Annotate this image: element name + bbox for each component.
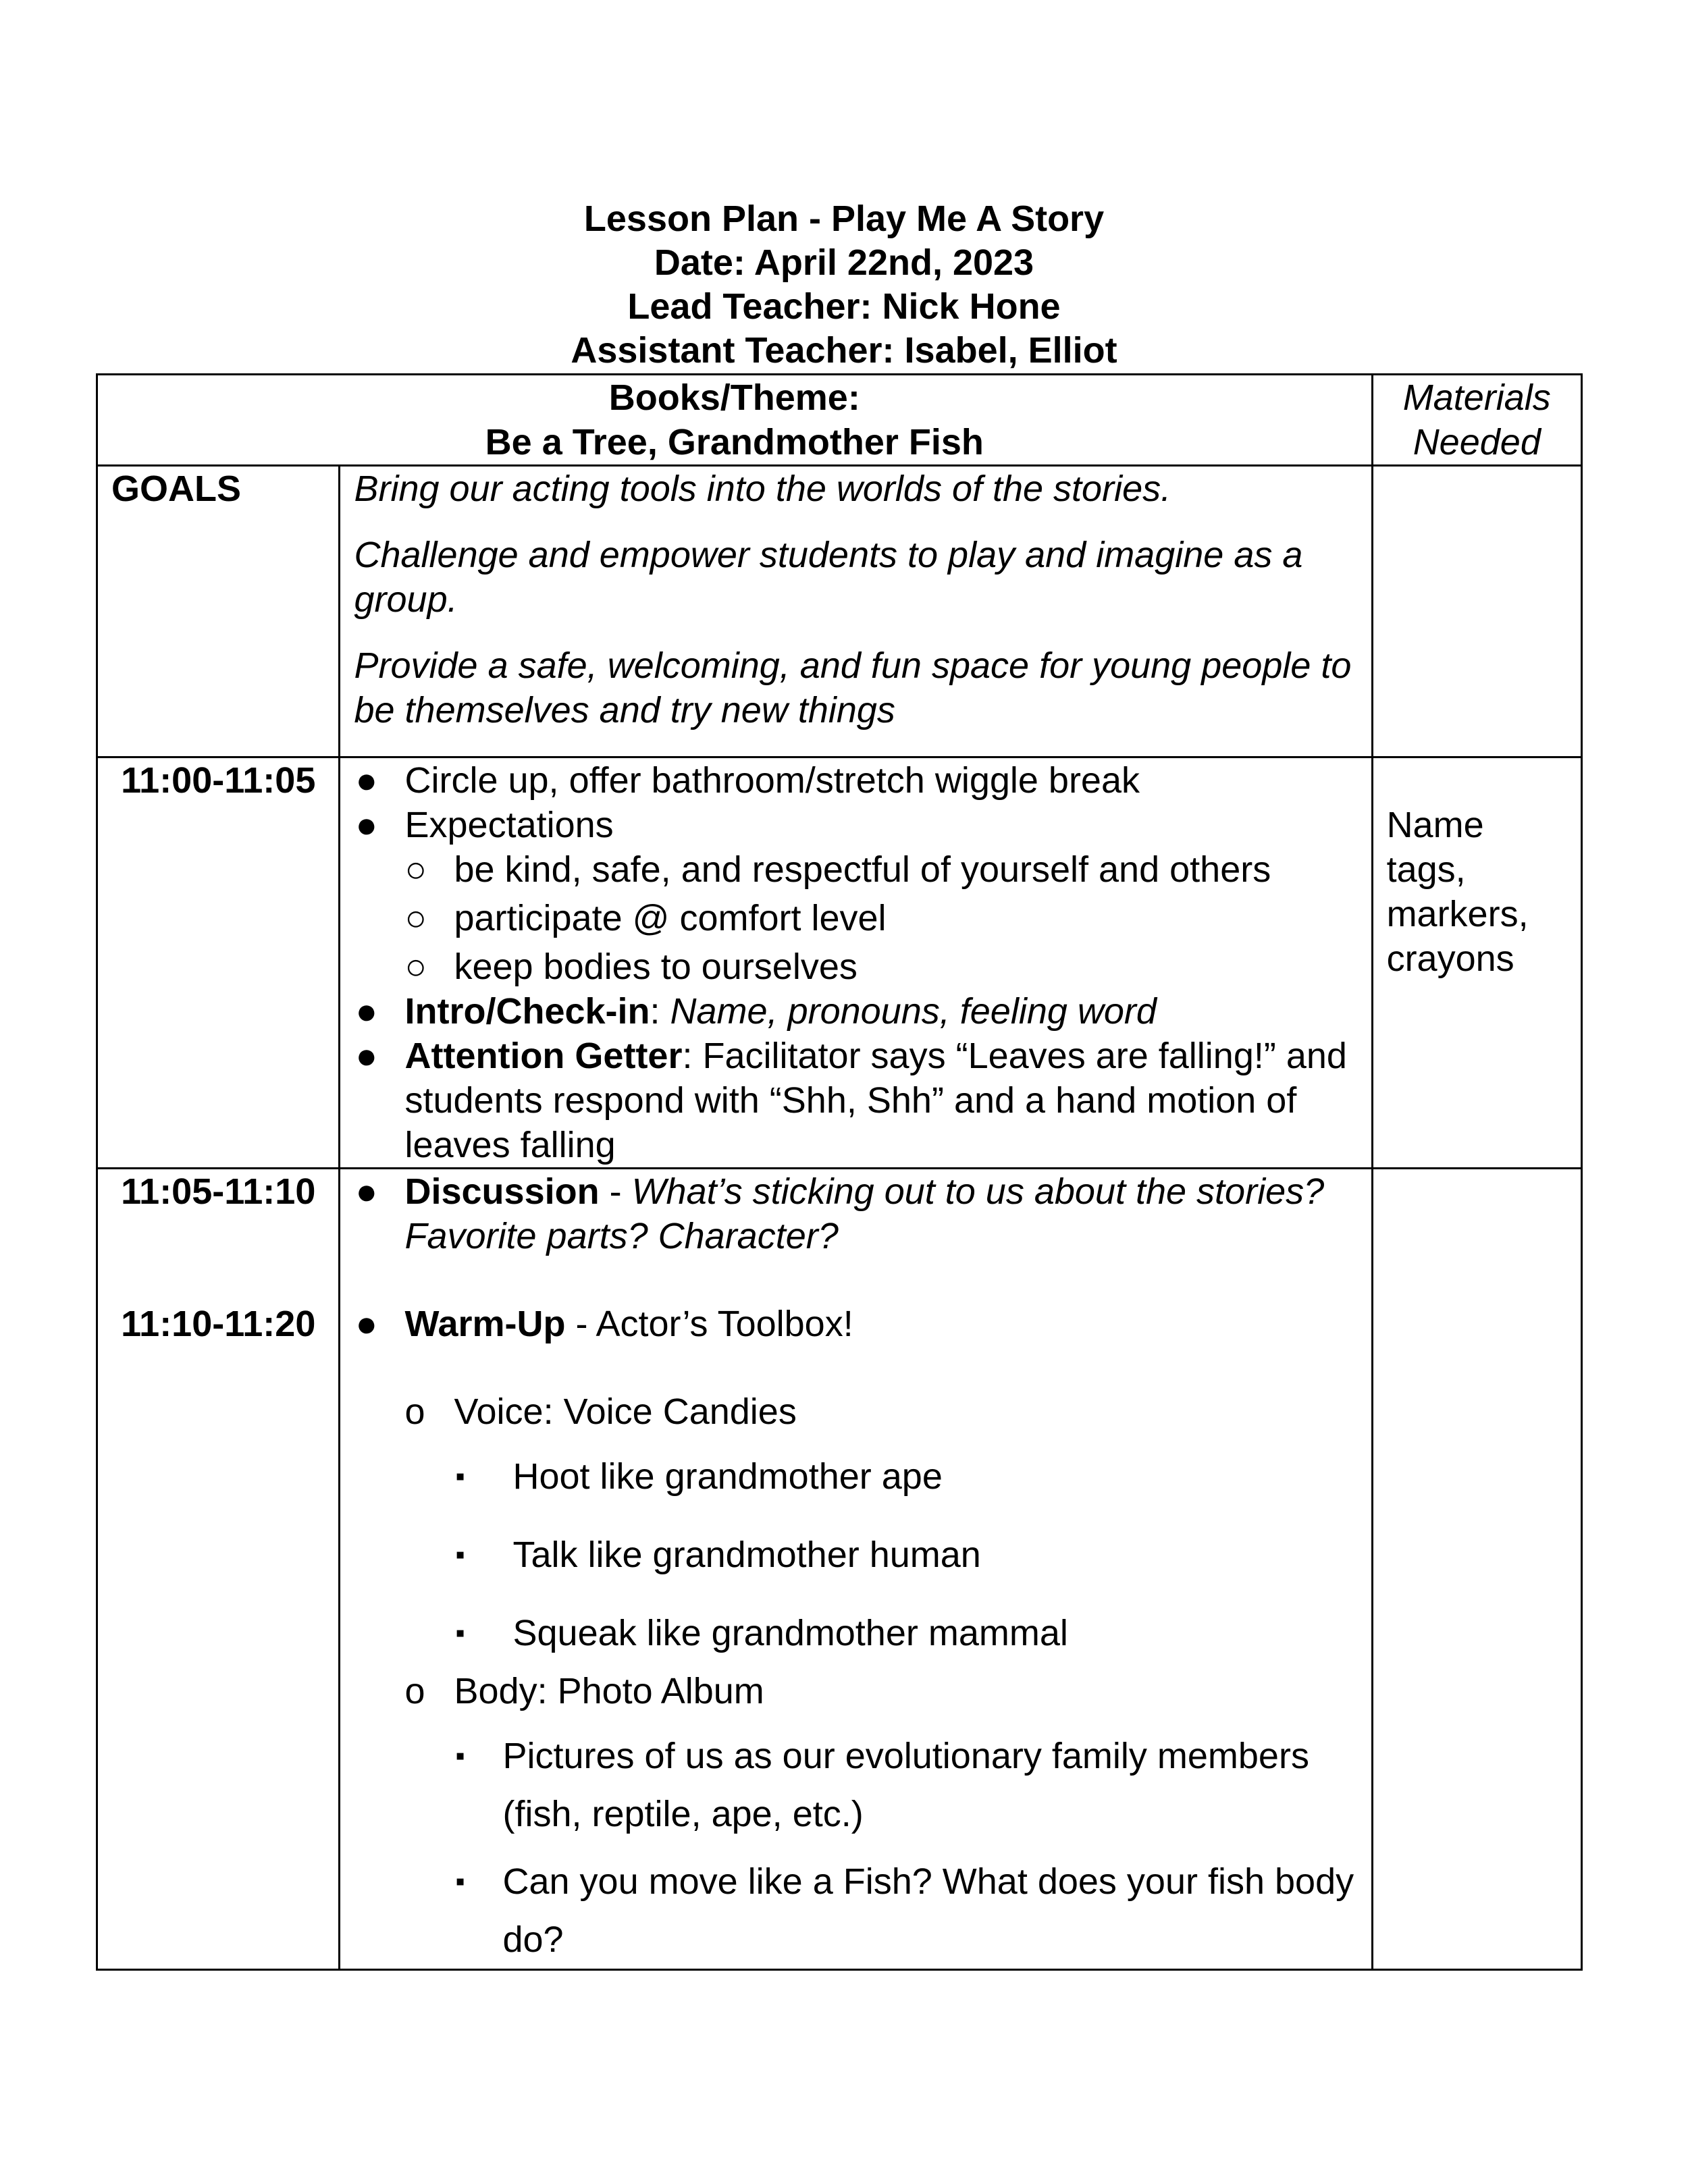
- lead-teacher: Lead Teacher: Nick Hone: [627, 286, 1061, 327]
- goal-item: Challenge and empower students to play and imagine as a group.: [354, 535, 1303, 620]
- block1-row: [97, 757, 1582, 1169]
- list-item: [340, 1611, 1371, 1655]
- item-label: Intro/Check-in: [404, 991, 650, 1032]
- circle-bullet-icon: ○: [404, 849, 427, 890]
- item-text: Expectations: [404, 805, 614, 845]
- list-item: [340, 944, 1371, 989]
- theme-cell: [97, 375, 1373, 466]
- list-item: [340, 758, 1371, 803]
- goals-cell: [340, 466, 1372, 757]
- bullet-icon: ●: [355, 1036, 378, 1076]
- item-text: keep bodies to ourselves: [454, 947, 858, 987]
- item-text: Body: Photo Album: [454, 1671, 764, 1711]
- square-bullet-icon: ▪: [455, 1741, 465, 1771]
- lesson-date: Date: April 22nd, 2023: [654, 242, 1034, 283]
- list-item: ● Discussion - What’s sticking out to us about the stories? Favorite parts? Character?: [340, 1169, 1371, 1258]
- block1-activities: [340, 757, 1372, 1169]
- theme-books: Be a Tree, Grandmother Fish: [485, 422, 984, 462]
- time-slot-cell: [97, 1169, 340, 1970]
- item-text: be kind, safe, and respectful of yourself and others: [454, 849, 1271, 890]
- time-slot: 11:10-11:20: [121, 1304, 316, 1344]
- item-text: Squeak like grandmother mammal: [512, 1613, 1068, 1653]
- time-slot: 11:05-11:10: [121, 1171, 316, 1212]
- item-text: Pictures of us as our evolutionary family members (fish, reptile, ape, etc.): [502, 1736, 1309, 1834]
- block2-activities: [340, 1169, 1372, 1970]
- item-text: Name, pronouns, feeling word: [670, 991, 1157, 1032]
- block2-row: [97, 1169, 1582, 1970]
- item-text: Voice: Voice Candies: [454, 1391, 797, 1432]
- item-text: Talk like grandmother human: [512, 1535, 981, 1575]
- lesson-title: Lesson Plan - Play Me A Story: [583, 198, 1105, 239]
- list-item: [340, 1454, 1371, 1499]
- goals-row: [97, 466, 1582, 757]
- item-label: Discussion: [404, 1171, 600, 1212]
- square-bullet-icon: ▪: [455, 1462, 465, 1491]
- o-bullet-icon: o: [404, 1391, 425, 1432]
- list-item: [340, 1669, 1371, 1713]
- materials-header-text: Materials Needed: [1402, 377, 1551, 462]
- item-label: Attention Getter: [404, 1036, 683, 1076]
- square-bullet-icon: ▪: [455, 1540, 465, 1570]
- materials-header: [1372, 375, 1581, 466]
- list-item: [340, 803, 1371, 847]
- theme-row: [97, 375, 1582, 466]
- goals-materials: [1372, 466, 1581, 757]
- bullet-icon: ●: [355, 991, 378, 1032]
- document-header: [0, 197, 1688, 373]
- list-item: [340, 1533, 1371, 1577]
- circle-bullet-icon: ○: [404, 898, 427, 938]
- bullet-icon: ●: [355, 805, 378, 845]
- list-item: [340, 847, 1371, 892]
- block1-materials: [1372, 757, 1581, 1169]
- bullet-icon: ●: [355, 1304, 378, 1344]
- o-bullet-icon: o: [404, 1671, 425, 1711]
- list-item: ● Intro/Check-in: Name, pronouns, feeling word: [340, 989, 1371, 1034]
- list-item: [340, 896, 1371, 940]
- goal-item: Provide a safe, welcoming, and fun space for young people to be themselves and try new things: [354, 645, 1352, 730]
- square-bullet-icon: ▪: [455, 1867, 465, 1896]
- bullet-icon: ●: [355, 760, 378, 801]
- item-text: - Actor’s Toolbox!: [565, 1304, 853, 1344]
- list-item: [340, 1034, 1371, 1167]
- item-text: Hoot like grandmother ape: [512, 1456, 943, 1497]
- list-item: [340, 1302, 1371, 1346]
- time-slot: 11:00-11:05: [97, 757, 340, 1169]
- item-label: Warm-Up: [404, 1304, 566, 1344]
- goal-item: Bring our acting tools into the worlds of the stories.: [354, 469, 1171, 509]
- theme-label: Books/Theme:: [608, 377, 860, 418]
- list-item: [340, 1727, 1371, 1843]
- item-text: participate @ comfort level: [454, 898, 887, 938]
- item-text: Can you move like a Fish? What does your fish body do?: [502, 1861, 1354, 1960]
- assistant-teacher: Assistant Teacher: Isabel, Elliot: [571, 330, 1117, 371]
- list-item: [340, 1853, 1371, 1969]
- lesson-plan-table: [96, 373, 1583, 1971]
- list-item: [340, 1389, 1371, 1434]
- item-text: Circle up, offer bathroom/stretch wiggle break: [404, 760, 1140, 801]
- item-text: What’s sticking out to us about the stories? Favorite parts? Character?: [404, 1171, 1325, 1256]
- square-bullet-icon: ▪: [455, 1618, 465, 1648]
- circle-bullet-icon: ○: [404, 947, 427, 987]
- block2-materials: [1372, 1169, 1581, 1970]
- materials-text: Name tags, markers, crayons: [1386, 805, 1529, 979]
- bullet-icon: ●: [355, 1171, 378, 1212]
- goals-label: GOALS: [97, 466, 340, 757]
- item-text: : Facilitator says “Leaves are falling!” and students respond with “Shh, Shh” and a hand motion of leaves falling: [404, 1036, 1347, 1165]
